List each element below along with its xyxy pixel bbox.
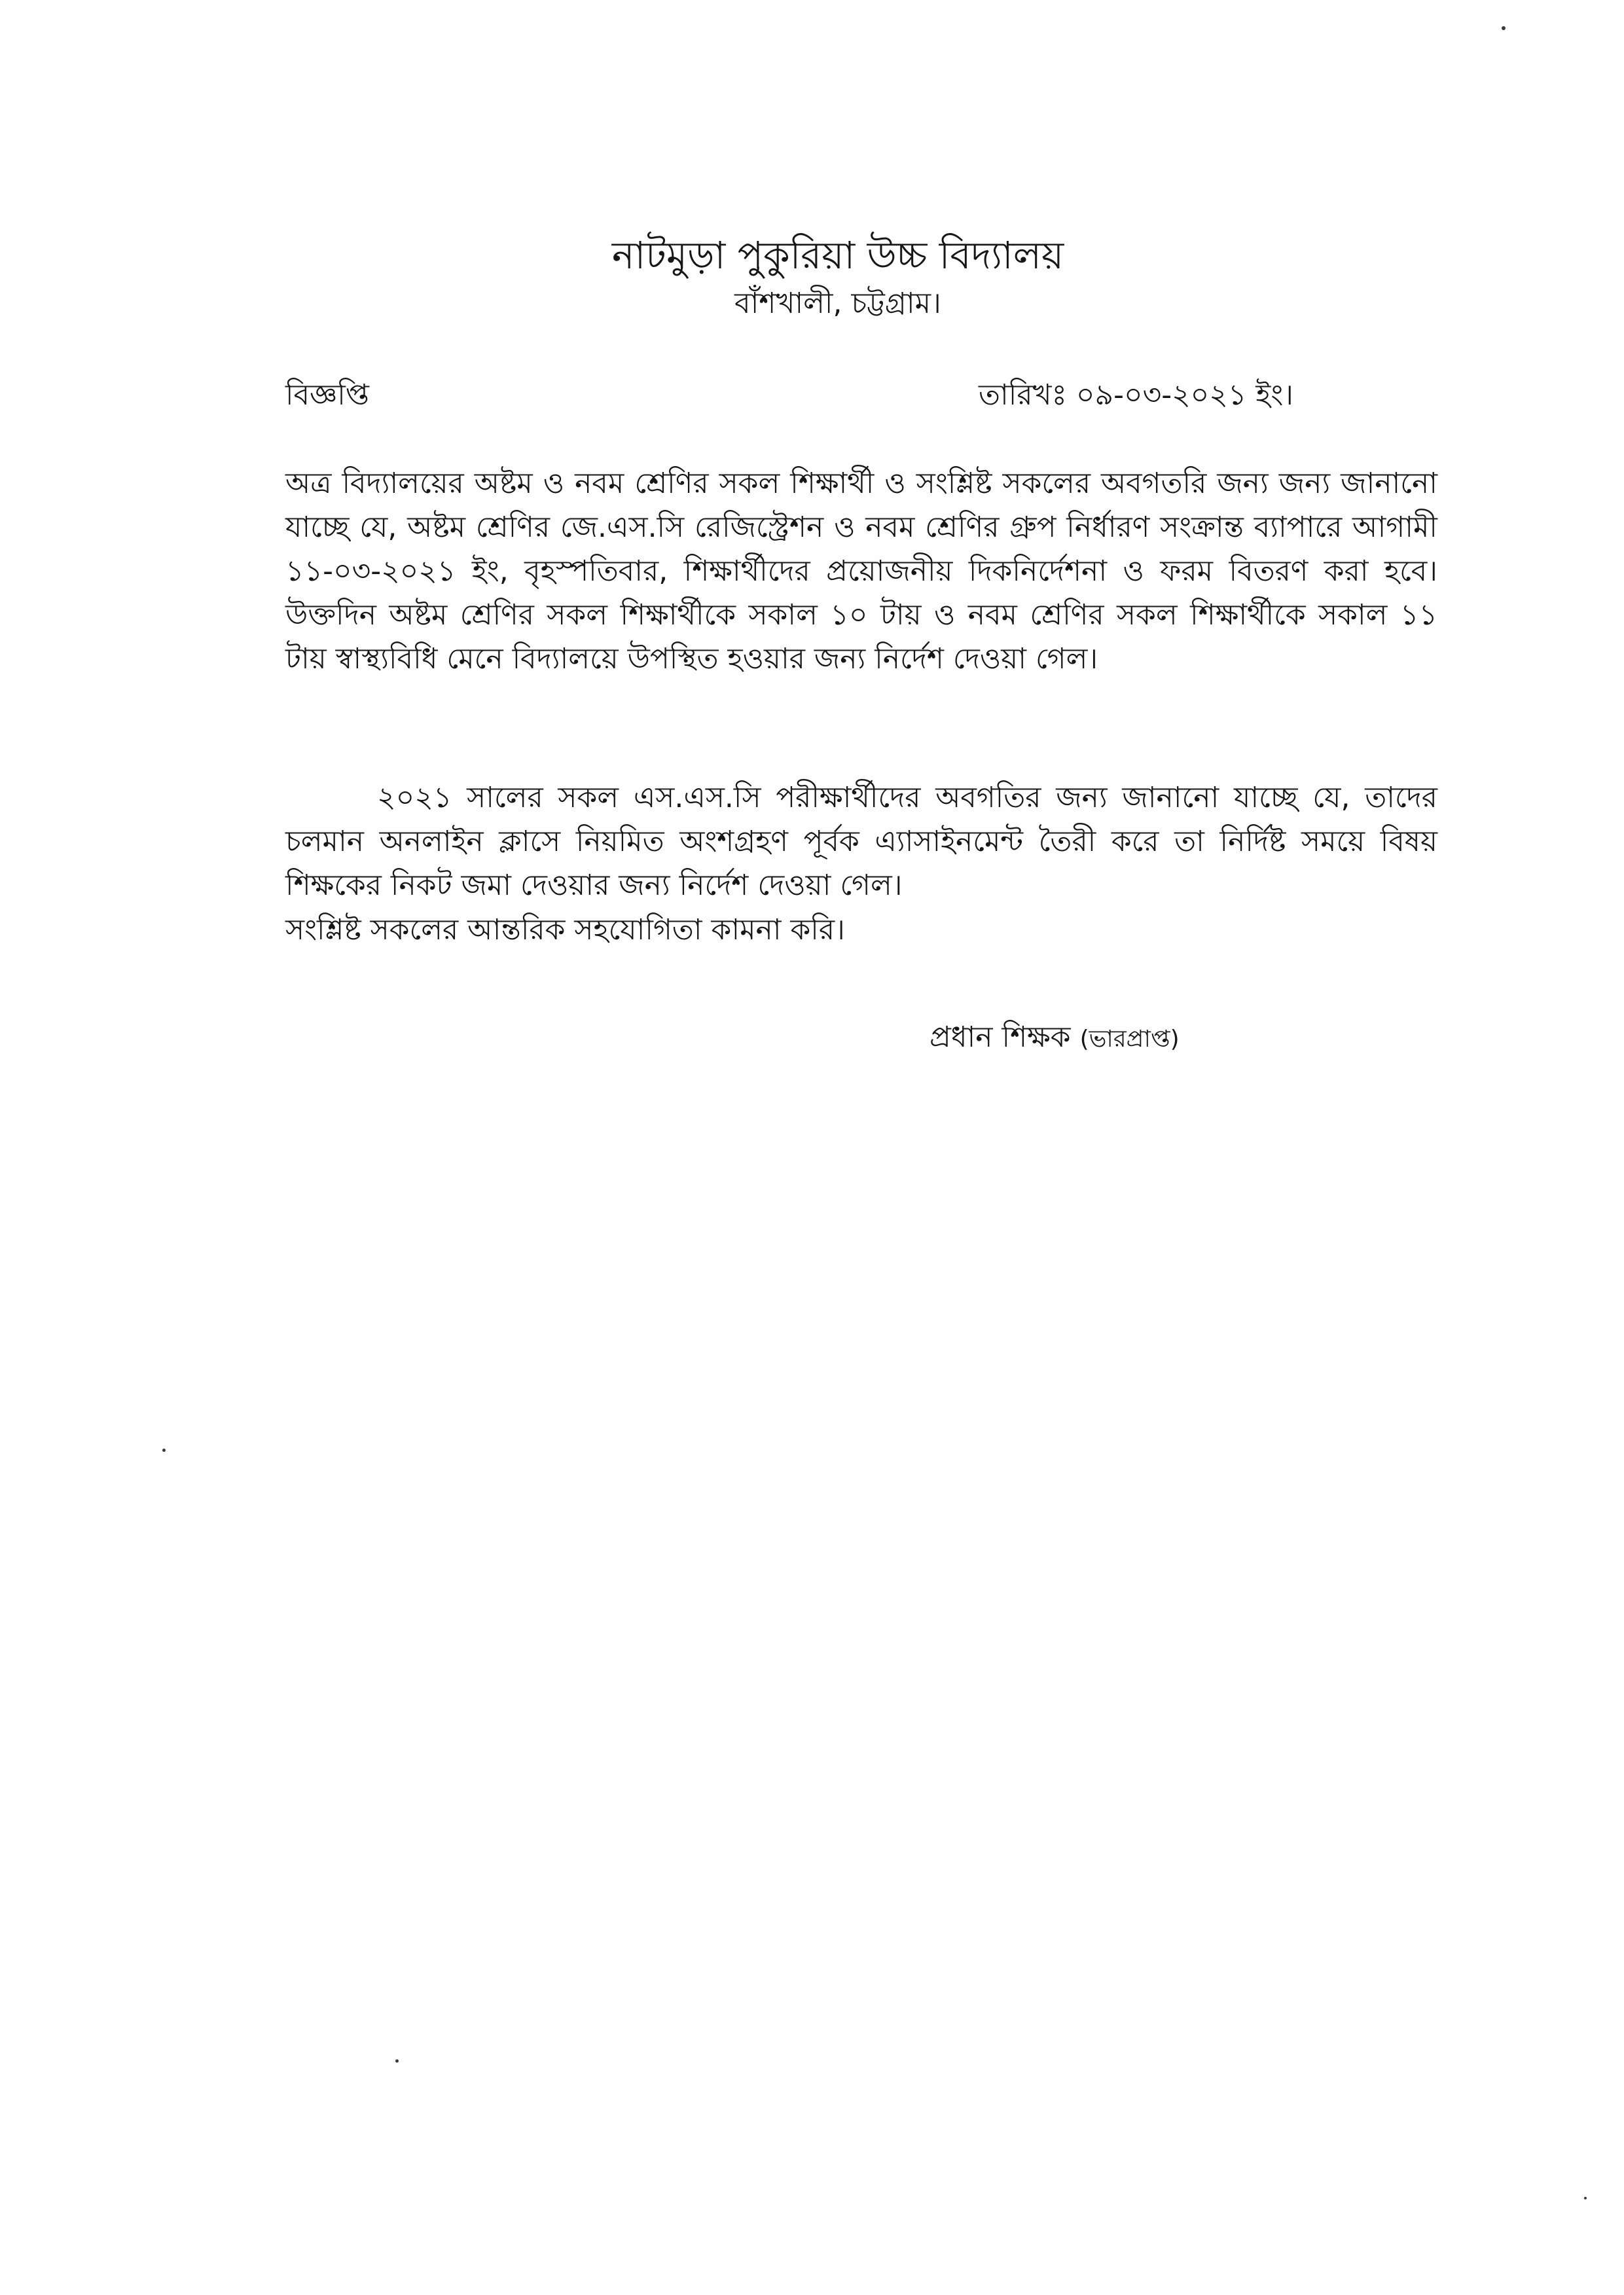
- signature-title: প্রধান শিক্ষক: [929, 1021, 1071, 1054]
- signature-block: [929, 1017, 1180, 1060]
- scan-speck: [162, 1449, 166, 1452]
- school-name: নাটমুড়া পুকুরিয়া উচ্চ বিদ্যালয়: [611, 233, 1064, 278]
- scan-speck: [1584, 2197, 1587, 2199]
- notice-heading-row: [285, 374, 1293, 416]
- scan-speck: [395, 2059, 399, 2063]
- scan-speck: [1502, 26, 1506, 30]
- notice-label: বিজ্ঞপ্তি: [285, 378, 369, 412]
- notice-date: তারিখঃ ০৯-০৩-২০২১ ইং।: [979, 378, 1293, 412]
- notice-paragraph-1: অত্র বিদ্যালয়ের অষ্টম ও নবম শ্রেণির সকল শিক্ষার্থী ও সংশ্লিষ্ট সকলের অবগতরি জন্য জন্য জানানো যাচ্ছে যে, অষ্টম শ্রেণির জে.এস.সি রেজিস্ট্রেশন ও নবম শ্রেণির গ্রুপ নির্ধারণ সংক্রান্ত ব্যাপারে আগামী ১১-০৩-২০২১ ইং, বৃহস্পতিবার, শিক্ষার্থীদের প্রয়োজনীয় দিকনির্দেশনা ও ফরম বিতরণ করা হবে। উক্তদিন অষ্টম শ্রেণির সকল শিক্ষার্থীকে সকাল ১০ টায় ও নবম শ্রেণির সকল শিক্ষার্থীকে সকাল ১১ টায় স্বাস্থ্যবিধি মেনে বিদ্যালয়ে উপস্থিত হওয়ার জন্য নির্দেশ দেওয়া গেল।: [285, 467, 1437, 676]
- school-address: বাঁশখালী, চট্টগ্রাম।: [734, 287, 941, 320]
- closing-line: সংশ্লিষ্ট সকলের আন্তরিক সহযোগিতা কামনা করি।: [285, 913, 845, 947]
- signature-note: (ভারপ্রাপ্ত): [1079, 1026, 1180, 1053]
- notice-paragraph-2-text: ২০২১ সালের সকল এস.এস.সি পরীক্ষার্থীদের অবগতির জন্য জানানো যাচ্ছে যে, তাদের চলমান অনলাইন ক্লাসে নিয়মিত অংশগ্রহণ পূর্বক এ্যাসাইনমেন্ট তৈরী করে তা নির্দিষ্ট সময়ে বিষয় শিক্ষকের নিকট জমা দেওয়ার জন্য নির্দেশ দেওয়া গেল।: [285, 781, 1437, 902]
- notice-paragraph-2: [285, 776, 1437, 907]
